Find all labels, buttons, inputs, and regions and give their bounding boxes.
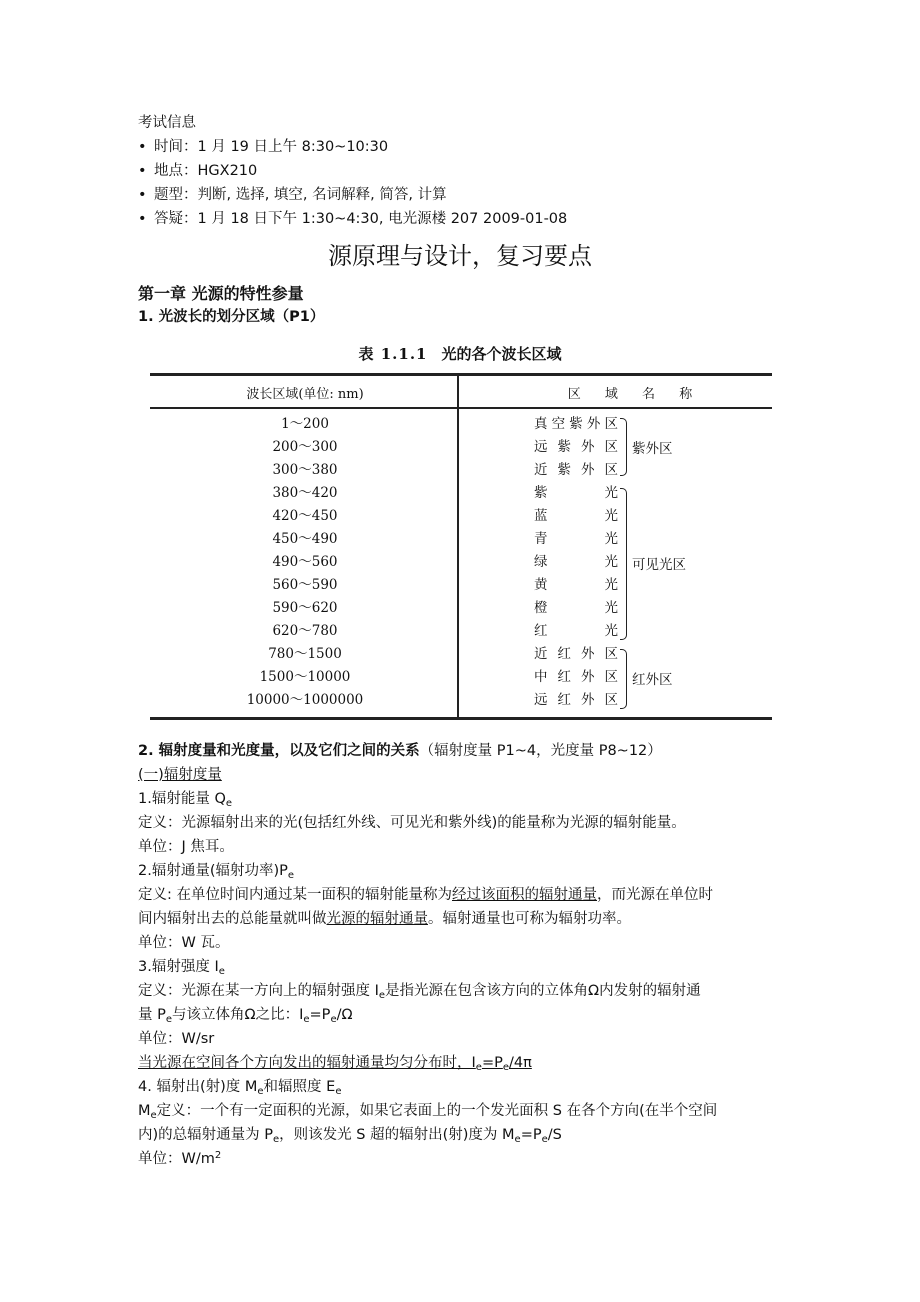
definition-text: $M_e$定义：一个有一定面积的光源，如果它表面上的一个发光面积 S 在各个方向(在半个空间 (138, 1103, 718, 1121)
term-heading: 1.辐射能量 $Q_e$ (138, 791, 233, 809)
definition-text: 定义: 在单位时间内通过某一面积的辐射能量称为经过该面积的辐射通量，而光源在单位时 (138, 887, 713, 903)
unit-text: 单位：W/sr (138, 1031, 215, 1047)
table-cell-name: 青光 (534, 531, 618, 547)
table-caption: 表 1.1.1 光的各个波长区域 (358, 345, 562, 363)
definition-text: 内)的总辐射通量为 $P_e$，则该发光 S 超的辐射出(射)度为 $M_e=P_e/S$ (138, 1127, 562, 1145)
table-cell-range: 10000～1000000 (246, 692, 364, 708)
note-text: 当光源在空间各个方向发出的辐射通量均匀分布时，$I_e=P_e/4\pi$ (138, 1055, 532, 1073)
table-cell-range: 200～300 (272, 439, 338, 455)
exam-info-item: • 题型：判断, 选择, 填空, 名词解释, 简答, 计算 (138, 184, 447, 206)
table-cell-name: 近红外区 (534, 646, 618, 662)
table-cell-name: 黄光 (534, 577, 618, 593)
table-cell-range: 1～200 (281, 416, 329, 432)
section-heading: 1. 光波长的划分区域（P1） (138, 309, 325, 325)
group-label-visible: 可见光区 (632, 557, 686, 573)
table-cell-range: 560～590 (272, 577, 338, 593)
table-cell-range: 620～780 (272, 623, 338, 639)
group-label-uv: 紫外区 (632, 441, 673, 457)
table-cell-name: 绿光 (534, 554, 618, 570)
bullet-icon: • (138, 187, 147, 203)
table-top-rule (150, 373, 772, 376)
table-cell-name: 中红外区 (534, 669, 618, 685)
bullet-icon: • (138, 211, 147, 227)
table-cell-range: 590～620 (272, 600, 338, 616)
section-heading: 2. 辐射度量和光度量，以及它们之间的关系（辐射度量 P1~4，光度量 P8~12） (138, 743, 662, 759)
document-title: 源原理与设计，复习要点 (328, 242, 592, 270)
table-header-rule (150, 407, 772, 409)
table-cell-name: 蓝光 (534, 508, 618, 524)
bullet-icon: • (138, 139, 147, 155)
table-cell-name: 远红外区 (534, 692, 618, 708)
term-heading: 3.辐射强度 $I_e$ (138, 959, 225, 977)
unit-text: 单位：J 焦耳。 (138, 839, 234, 855)
exam-info-heading: 考试信息 (138, 115, 196, 131)
table-cell-range: 380～420 (272, 485, 338, 501)
table-cell-name: 远紫外区 (534, 439, 618, 455)
definition-text: 定义：光源辐射出来的光(包括红外线、可见光和紫外线)的能量称为光源的辐射能量。 (138, 815, 686, 831)
definition-text: 定义：光源在某一方向上的辐射强度 $I_e$是指光源在包含该方向的立体角Ω内发射的辐射通 (138, 983, 701, 1001)
term-heading: 2.辐射通量(辐射功率)$P_e$ (138, 863, 295, 881)
table-cell-range: 300～380 (272, 462, 338, 478)
table-cell-name: 真空紫外区 (534, 416, 618, 432)
table-cell-name: 紫光 (534, 485, 618, 501)
table-cell-range: 780～1500 (268, 646, 342, 662)
bullet-icon: • (138, 163, 147, 179)
table-bottom-rule (150, 717, 772, 720)
table-cell-range: 1500～10000 (259, 669, 351, 685)
group-brace-icon (620, 488, 627, 640)
table-cell-name: 橙光 (534, 600, 618, 616)
table-header-wavelength: 波长区域(单位: nm) (246, 387, 364, 402)
table-cell-name: 近紫外区 (534, 462, 618, 478)
table-cell-name: 红光 (534, 623, 618, 639)
chapter-heading: 第一章 光源的特性参量 (138, 284, 304, 303)
exam-info-item: • 地点：HGX210 (138, 160, 257, 182)
group-brace-icon (620, 649, 627, 709)
term-heading: 4. 辐射出(射)度 $M_e$和辐照度 $E_e$ (138, 1079, 342, 1097)
exam-info-item: • 答疑：1 月 18 日下午 1:30~4:30, 电光源楼 207 2009-01-08 (138, 208, 567, 230)
group-brace-icon (620, 418, 627, 476)
unit-text: 单位：$W/m^2$ (138, 1150, 222, 1167)
subsection-heading: (一)辐射度量 (138, 767, 222, 783)
table-header-region: 区 域 名 称 (567, 387, 703, 402)
table-cell-range: 420～450 (272, 508, 338, 524)
table-cell-range: 450～490 (272, 531, 338, 547)
unit-text: 单位：W 瓦。 (138, 935, 230, 951)
table-column-divider (457, 374, 459, 718)
definition-text: 间内辐射出去的总能量就叫做光源的辐射通量。辐射通量也可称为辐射功率。 (138, 911, 631, 927)
definition-text: 量 $P_e$与该立体角Ω之比：$I_e=P_e/\Omega$ (138, 1007, 353, 1025)
table-cell-range: 490～560 (272, 554, 338, 570)
group-label-ir: 红外区 (632, 672, 673, 688)
exam-info-item: • 时间：1 月 19 日上午 8:30~10:30 (138, 136, 388, 158)
